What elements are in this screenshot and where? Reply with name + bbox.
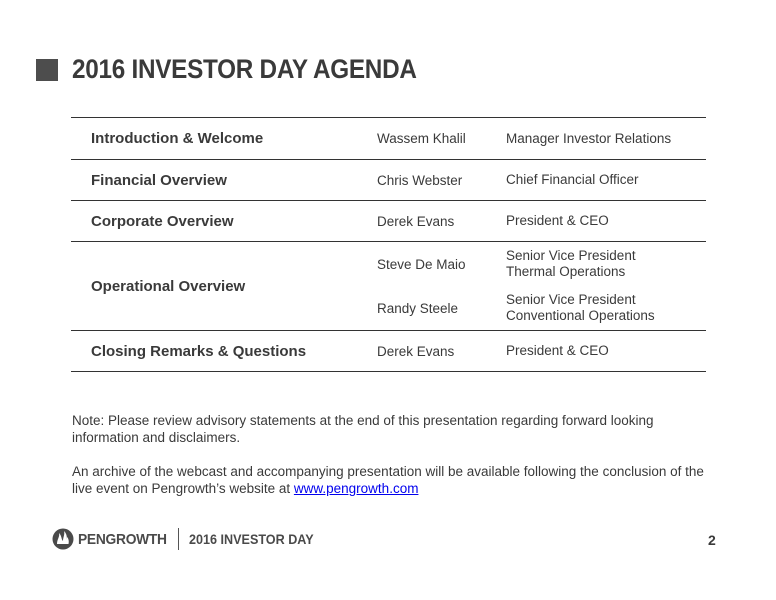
agenda-topic: Corporate Overview xyxy=(91,212,234,230)
agenda-speaker: Derek Evans xyxy=(377,343,455,359)
footer-divider xyxy=(178,528,179,550)
note-section xyxy=(72,412,712,514)
agenda-role: Manager Investor Relations xyxy=(506,130,672,146)
agenda-speaker: Chris Webster xyxy=(377,172,463,188)
archive-text: An archive of the webcast and accompanying presentation will be available following the conclusion of the live event on Pengrowth’s website at xyxy=(72,464,704,496)
agenda-row xyxy=(71,160,706,201)
archive-note xyxy=(72,463,712,497)
agenda-speaker: Steve De Maio xyxy=(377,256,466,272)
agenda-row-operational xyxy=(71,242,706,331)
agenda-speaker: Randy Steele xyxy=(377,300,459,316)
agenda-topic: Introduction & Welcome xyxy=(91,130,264,147)
agenda-role: Chief Financial Officer xyxy=(506,172,639,187)
role-line: Thermal Operations xyxy=(506,264,626,279)
website-link[interactable]: www.pengrowth.com xyxy=(293,481,419,496)
agenda-role xyxy=(506,286,706,330)
agenda-row xyxy=(71,118,706,160)
role-line: Senior Vice President xyxy=(506,248,636,263)
page-number: 2 xyxy=(708,532,716,548)
agenda-row xyxy=(71,331,706,372)
agenda-row xyxy=(71,201,706,242)
agenda-table xyxy=(71,117,706,372)
slide-title: 2016 INVESTOR DAY AGENDA xyxy=(72,54,417,84)
role-line: Senior Vice President xyxy=(506,292,636,307)
footer xyxy=(52,528,328,550)
slide-title-block xyxy=(36,54,455,85)
logo-wordmark: PENGROWTH xyxy=(78,530,167,548)
agenda-role: President & CEO xyxy=(506,213,609,228)
agenda-topic: Closing Remarks & Questions xyxy=(91,342,307,360)
agenda-role xyxy=(506,242,706,286)
agenda-roles-cell xyxy=(506,242,706,331)
disclaimer-note: Note: Please review advisory statements at the end of this presentation regarding forward looking information and disclaimers. xyxy=(72,413,654,445)
agenda-role: President & CEO xyxy=(506,343,609,358)
agenda-speakers-cell xyxy=(377,242,506,331)
agenda-topic: Financial Overview xyxy=(91,171,227,189)
agenda-speaker: Derek Evans xyxy=(377,213,455,229)
agenda-topic: Operational Overview xyxy=(91,277,246,295)
role-line: Conventional Operations xyxy=(506,308,655,323)
agenda-speaker: Wassem Khalil xyxy=(377,131,466,146)
footer-event-title: 2016 INVESTOR DAY xyxy=(189,531,315,547)
pengrowth-flame-icon xyxy=(52,528,74,550)
title-square-icon xyxy=(36,59,58,81)
